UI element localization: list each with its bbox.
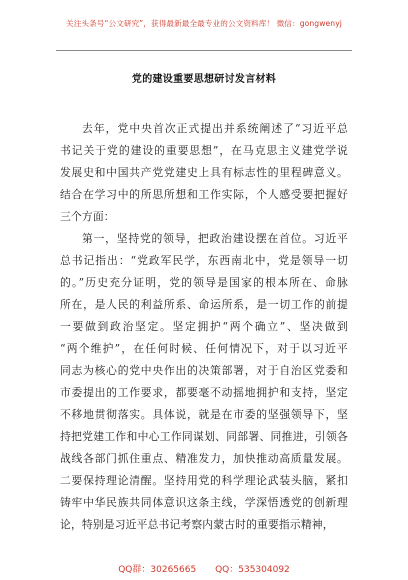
body-line: 市委提出的工作要求，都要毫不动摇地拥护和支持，坚定 xyxy=(60,386,348,399)
footer-qq-group: QQ群：30265665 xyxy=(118,565,197,575)
footer-contact xyxy=(0,562,408,575)
body-line: 的。”历史充分证明，党的领导是国家的根本所在、命脉 xyxy=(60,276,348,289)
body-line: 书记关于党的建设的重要思想”，在马克思主义建党学说 xyxy=(60,144,348,157)
body-line: 发展史和中国共产党党建史上具有标志性的里程碑意义。 xyxy=(60,166,348,179)
body-line: 不移地贯彻落实。具体说，就是在市委的坚强领导下，坚 xyxy=(60,408,348,421)
header-banner: 关注头条号“公文研究”，获得最新最全最专业的公文资料库！ 微信：gongwenyj xyxy=(66,19,342,28)
body-line: 结合在学习中的所思所想和工作实际，个人感受要把握好 xyxy=(60,188,348,201)
body-line: 三个方面： xyxy=(60,210,115,223)
document-title: 党的建设重要思想研讨发言材料 xyxy=(131,74,277,85)
footer-qq: QQ：535304092 xyxy=(215,565,290,575)
body-line: 铸牢中华民族共同体意识这条主线，学深悟透党的创新理 xyxy=(60,496,348,509)
body-line: 一要做到政治坚定。坚定拥护“两个确立”、坚决做到 xyxy=(60,320,348,333)
header-divider xyxy=(56,50,352,51)
body-line: 二要保持理论清醒。坚持用党的科学理论武装头脑，紧扣 xyxy=(60,474,348,487)
body-line: 同志为核心的党中央作出的决策部署，对于自治区党委和 xyxy=(60,364,348,377)
body-line: 战线各部门抓住重点、精准发力，加快推动高质量发展。 xyxy=(60,452,348,465)
body-line: 第一，坚持党的领导，把政治建设摆在首位。习近平 xyxy=(82,232,348,245)
document-body xyxy=(60,118,348,536)
body-line: 论，特别是习近平总书记考察内蒙古时的重要指示精神， xyxy=(60,518,334,531)
body-line: 总书记指出：“党政军民学，东西南北中，党是领导一切 xyxy=(60,254,348,267)
body-line: 持把党建工作和中心工作同谋划、同部署、同推进，引领各 xyxy=(60,430,348,443)
body-line: 所在，是人民的利益所系、命运所系，是一切工作的前提 xyxy=(60,298,348,311)
body-line: 去年，党中央首次正式提出并系统阐述了“习近平总 xyxy=(82,122,348,135)
body-line: “两个维护”，在任何时候、任何情况下，对于以习近平 xyxy=(60,342,348,355)
